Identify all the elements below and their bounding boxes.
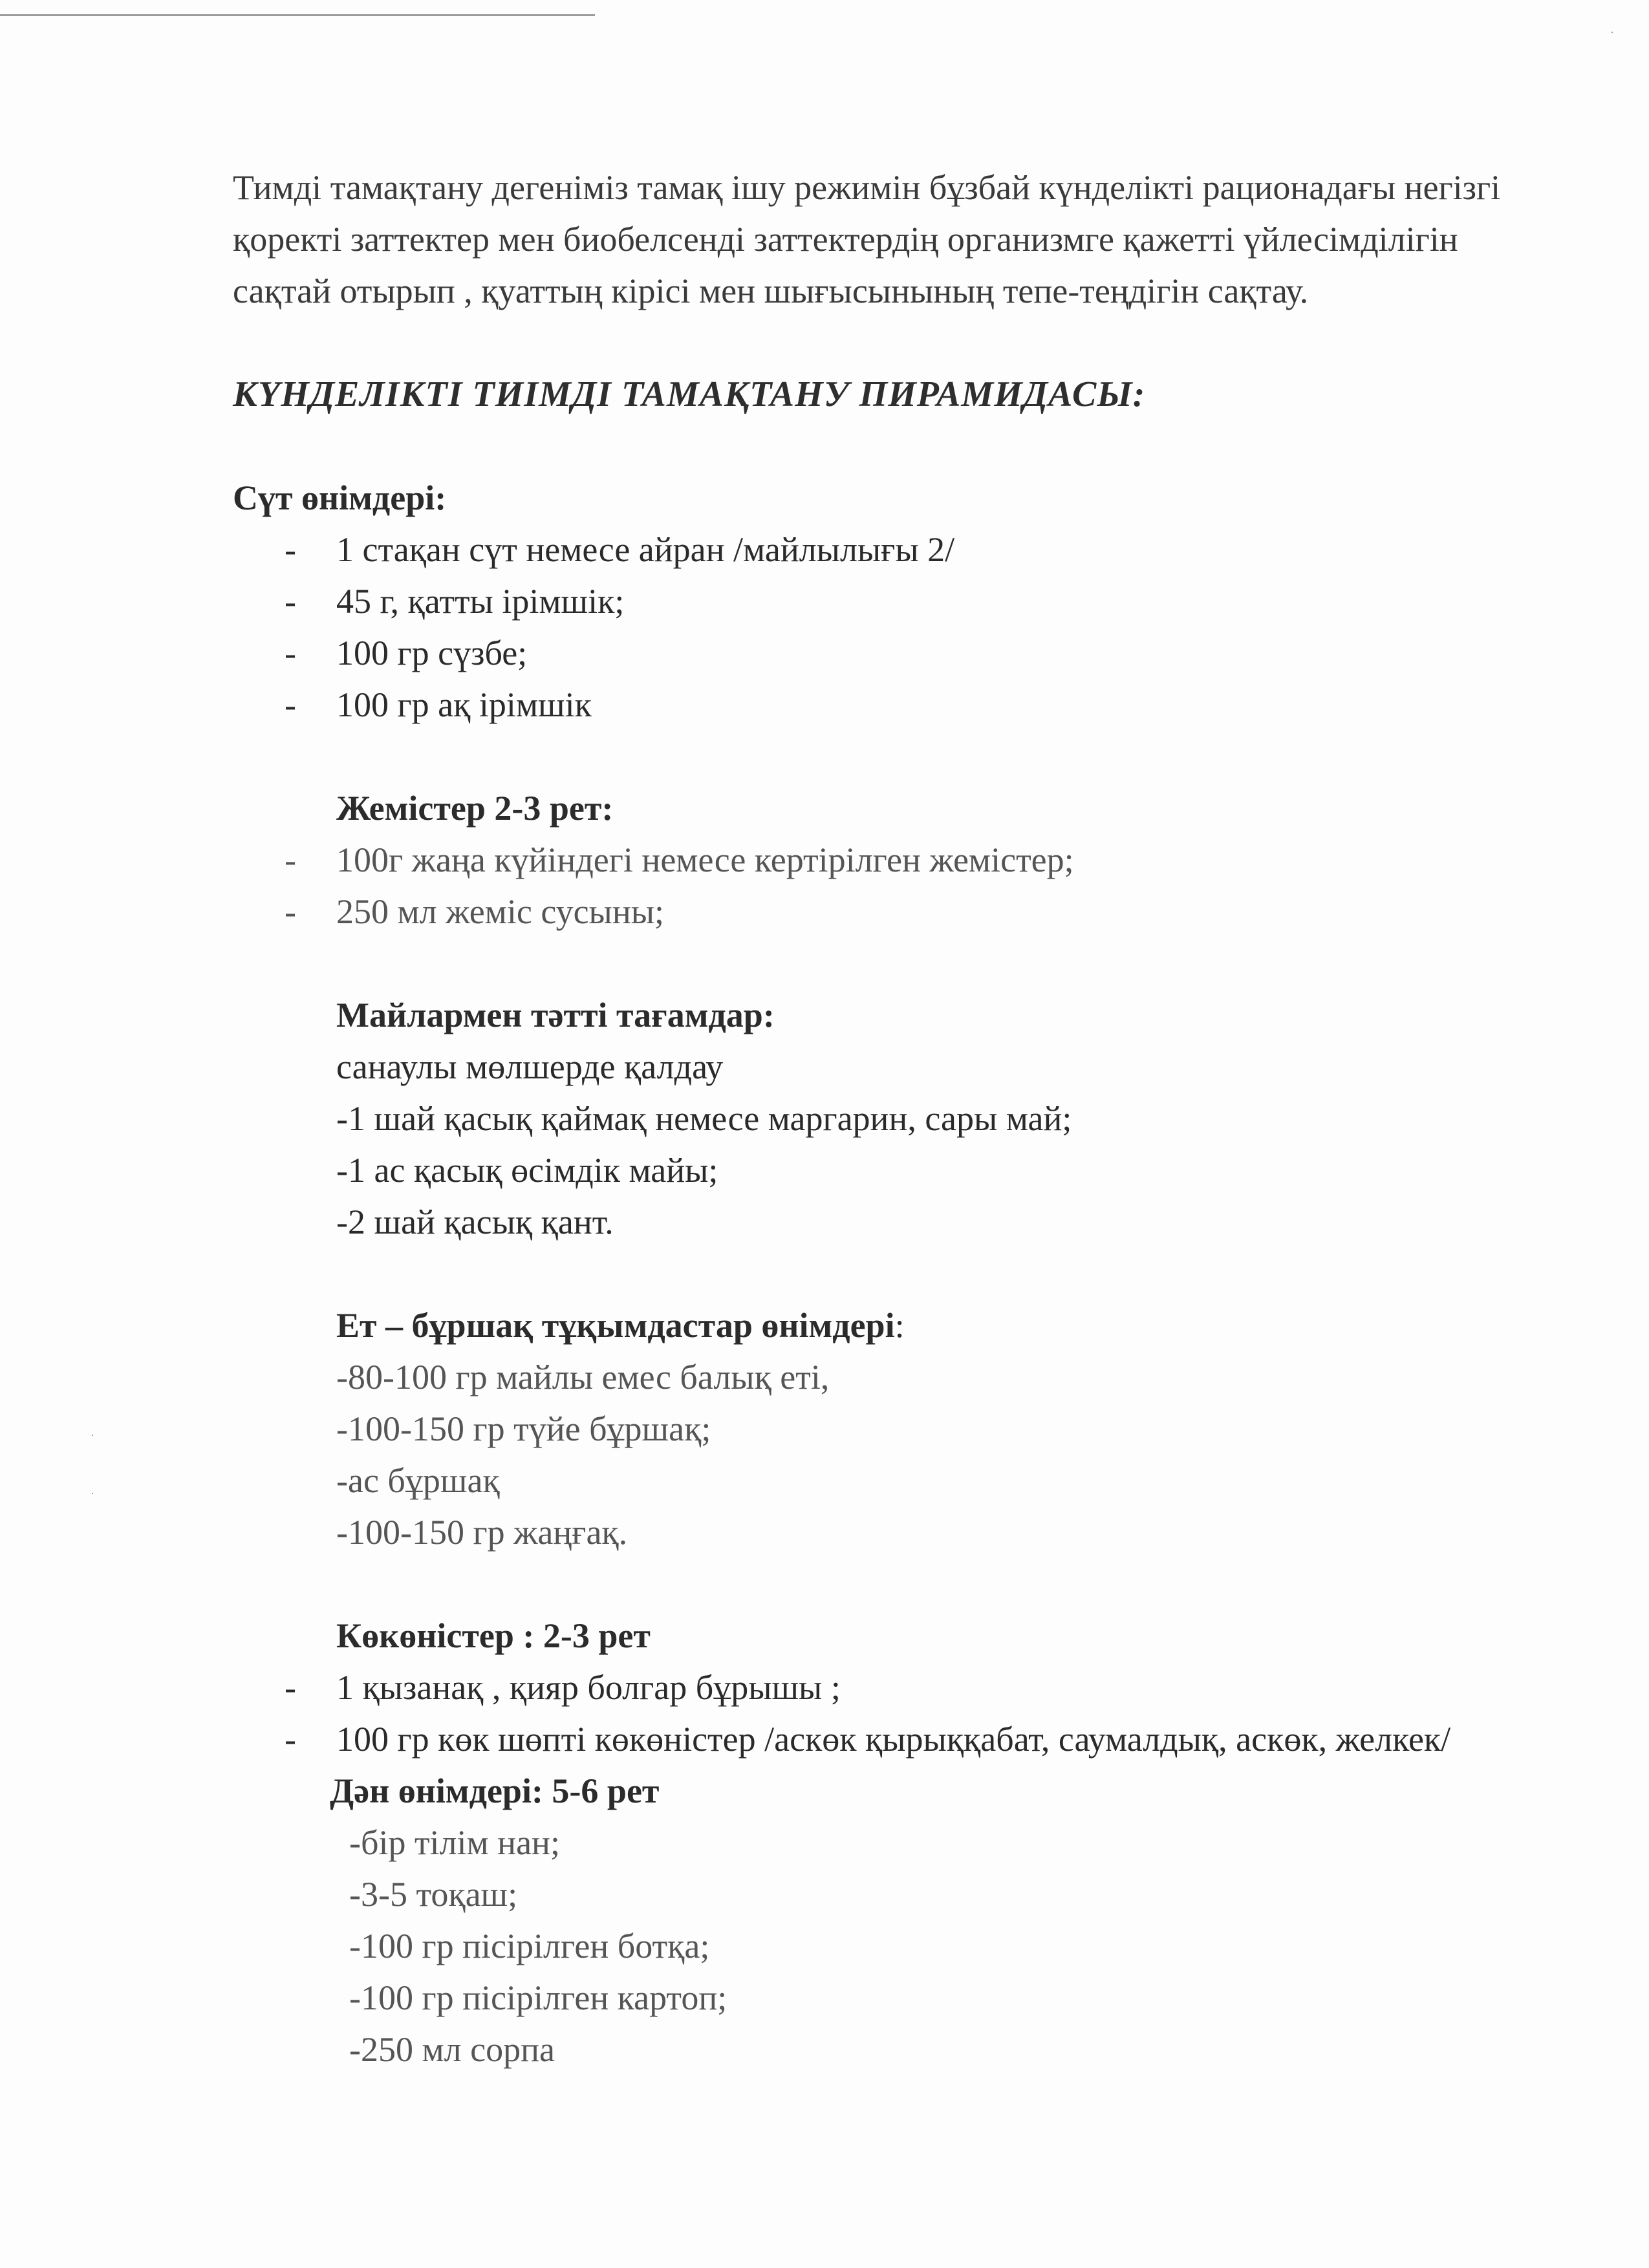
- fruits-list: [233, 834, 1513, 937]
- list-item: -80-100 гр майлы емес балық еті,: [336, 1358, 830, 1396]
- fruits-heading: Жемістер 2-3 рет:: [336, 789, 614, 828]
- scan-speck: ·: [1610, 26, 1614, 39]
- grains-lines: [233, 1817, 1513, 2075]
- meat-heading-colon: :: [894, 1306, 905, 1345]
- list-item: -250 мл сорпа: [349, 2030, 555, 2069]
- list-item: -100-150 гр жаңғақ.: [336, 1513, 628, 1552]
- list-item: -100 гр пісірілген картоп;: [349, 1978, 727, 2017]
- list-item: -100 гр пісірілген ботқа;: [349, 1927, 710, 1965]
- fats-lines: [233, 1041, 1513, 1248]
- intro-paragraph: Тимді тамақтану дегеніміз тамақ ішу режимін бұзбай күнделікті рационадағы негізгі қоректі заттектер мен биобелсенді заттектердің организмге қажетті үйлесімділігін сақтай отырып , қуаттың кірісі мен шығысынының тепе-теңдігін сақтау.: [233, 168, 1501, 310]
- scan-speck: ·: [91, 1487, 94, 1500]
- dairy-list: [233, 524, 1513, 731]
- dairy-section: [233, 472, 1513, 731]
- list-item: - 100 гр көк шөпті көкөністер /аскөк қырыққабат, саумалдық, аскөк, желкек/: [285, 1720, 1451, 1759]
- meat-heading: Ет – бұршақ тұқымдастар өнімдері: [336, 1306, 895, 1345]
- list-item: санаулы мөлшерде қалдау: [336, 1047, 724, 1086]
- grains-heading: Дән өнімдері: 5-6 рет: [330, 1771, 660, 1810]
- meat-heading-row: [233, 1300, 1513, 1351]
- scan-edge-line: [0, 14, 595, 16]
- list-item: - 100 гр сүзбе;: [285, 634, 528, 672]
- fats-section: [233, 989, 1513, 1248]
- scan-speck: ·: [91, 1429, 94, 1442]
- vegetables-section: [233, 1610, 1513, 1765]
- fruits-section: [233, 782, 1513, 937]
- list-item: - 100 гр ақ ірімшік: [285, 685, 592, 724]
- list-item: - 250 мл жеміс сусыны;: [285, 892, 665, 931]
- list-item: -2 шай қасық қант.: [336, 1203, 614, 1241]
- list-item: -1 ас қасық өсімдік майы;: [336, 1151, 718, 1190]
- list-item: - 45 г, қатты ірімшік;: [285, 582, 625, 621]
- list-item: - 1 стақан сүт немесе айран /майлылығы 2/: [285, 530, 955, 569]
- list-item: - 100г жаңа күйіндегі немесе кертірілген жемістер;: [285, 840, 1074, 879]
- vegetables-list: [233, 1662, 1513, 1765]
- vegetables-heading: Көкөністер : 2-3 рет: [336, 1616, 651, 1655]
- list-item: -100-150 гр түйе бұршақ;: [336, 1409, 711, 1448]
- meat-section: [233, 1300, 1513, 1558]
- list-item: -3-5 тоқаш;: [349, 1875, 518, 1914]
- list-item: -ас бұршақ: [336, 1461, 500, 1500]
- list-item: - 1 қызанақ , қияр болгар бұрышы ;: [285, 1668, 841, 1707]
- list-item: -бір тілім нан;: [349, 1823, 560, 1862]
- pyramid-title: КҮНДЕЛІКТІ ТИІМДІ ТАМАҚТАНУ ПИРАМИДАСЫ:: [233, 374, 1146, 414]
- grains-section: [233, 1765, 1513, 2075]
- meat-lines: [233, 1351, 1513, 1558]
- dairy-heading: Сүт өнімдері:: [233, 478, 447, 517]
- document-page: [233, 162, 1513, 2075]
- fats-heading: Майлармен тәтті тағамдар:: [336, 996, 775, 1034]
- list-item: -1 шай қасық қаймақ немесе маргарин, сары май;: [336, 1099, 1072, 1138]
